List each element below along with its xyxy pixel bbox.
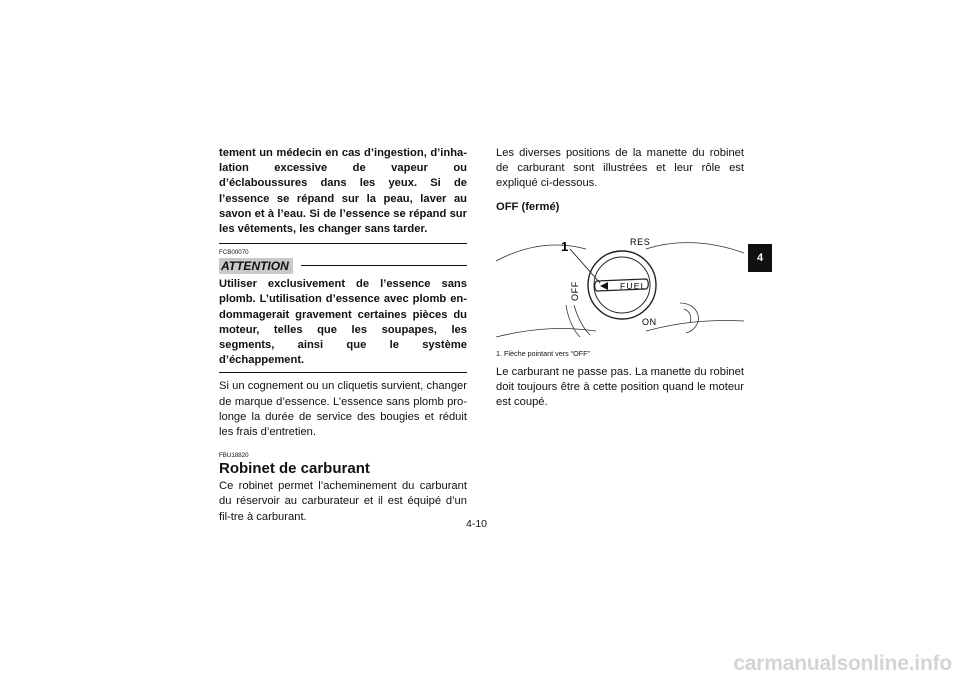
hose-left-inner — [574, 305, 590, 335]
frame-line-left — [496, 328, 596, 336]
bracket-right-inner — [684, 309, 691, 323]
left-column — [219, 146, 467, 525]
attention-top-rule — [219, 243, 467, 244]
warning-continued-text: tement un médecin en cas d’ingestion, d’inha-lation excessive de vapeur ou d’éclaboussures dans les yeux. Si de l’essence se répand sur la peau, laver au savon et à l’eau. Si de l’essence se répand sur les vêtements, les changer sans tarder. — [219, 147, 467, 236]
chapter-tab: 4 — [748, 244, 772, 272]
attention-header — [219, 258, 467, 274]
off-paragraph: Le carburant ne passe pas. La manette du robinet doit toujours être à cette position quand le moteur est coupé. — [496, 365, 744, 409]
watermark: carmanualsonline.info — [733, 652, 952, 675]
tank-curve-right — [646, 242, 744, 252]
figure-caption: 1. Flèche pointant vers “OFF” — [496, 348, 590, 358]
page-number: 4-10 — [466, 518, 488, 530]
hose-left — [566, 305, 580, 337]
frame-line-right — [646, 320, 744, 331]
off-heading: OFF (fermé) — [496, 200, 560, 213]
attention-header-rule — [301, 265, 467, 266]
callout-leader-line — [570, 249, 600, 283]
knock-paragraph: Si un cognement ou un cliquetis survient, changer de marque d’essence. L’essence sans plomb pro-longe la durée de service des bougies et réduit les frais d’entretien. — [219, 380, 467, 439]
section-code: FBU18820 — [219, 452, 249, 460]
callout-number: 1 — [561, 238, 569, 254]
tank-curve-left — [496, 245, 586, 261]
intro-paragraph: Les diverses positions de la manette du robinet de carburant sont illustrées et leur rôle est expliqué ci-dessous. — [496, 147, 744, 190]
attention-bottom-rule — [219, 372, 467, 373]
fuel-cock-illustration — [496, 219, 744, 347]
section-title: Robinet de carburant — [219, 460, 370, 478]
on-label: ON — [642, 316, 657, 327]
off-label: OFF — [570, 281, 580, 301]
section-paragraph: Ce robinet permet l’acheminement du carburant du réservoir au carburateur et il est équipé d’un fil-tre à carburant. — [219, 480, 467, 523]
attention-text: Utiliser exclusivement de l’essence sans plomb. L’utilisation d’essence avec plomb en-dommagerait gravement certaines pièces du moteur, telles que les soupapes, les segments, ainsi que le système d’échappement. — [219, 278, 467, 367]
bracket-right — [680, 303, 698, 333]
res-label: RES — [630, 236, 651, 247]
fuel-label: FUEL — [620, 280, 647, 291]
right-column — [496, 146, 744, 410]
attention-label: ATTENTION — [219, 258, 293, 274]
attention-code: FCB00070 — [219, 249, 249, 257]
